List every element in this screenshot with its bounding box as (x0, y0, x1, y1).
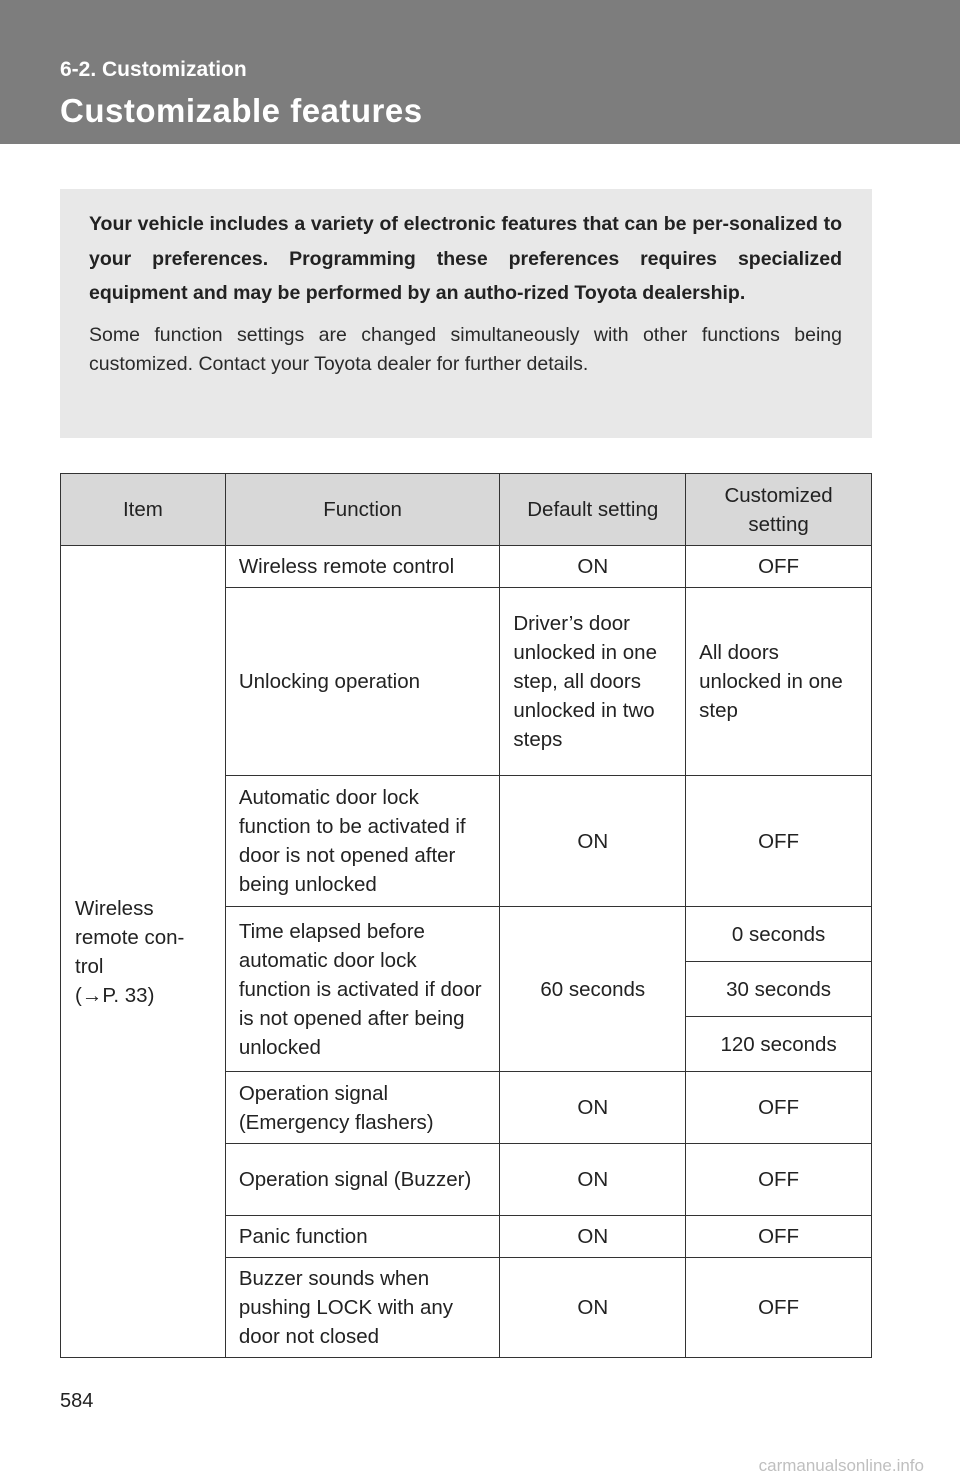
custom-option-cell: 120 seconds (686, 1017, 872, 1072)
reference-page: P. 33 (102, 983, 148, 1007)
header-customized-setting: Customized setting (686, 474, 872, 546)
custom-cell: OFF (686, 1072, 872, 1144)
intro-bold-paragraph: Your vehicle includes a variety of electronic features that can be per-sonalized to your preferences. Programming these preferences requires specialized equipment and may be performed by an autho-rized Toyota dealership. (89, 213, 842, 304)
table-row (61, 546, 872, 588)
item-cell (61, 546, 226, 1358)
page-reference[interactable]: (→P. 33) (75, 983, 155, 1007)
custom-cell: All doors unlocked in one step (686, 588, 872, 776)
section-label: 6-2. Customization (60, 58, 247, 81)
function-cell: Wireless remote control (225, 546, 500, 588)
function-cell: Unlocking operation (225, 588, 500, 776)
default-cell: ON (500, 1258, 686, 1358)
default-cell: ON (500, 546, 686, 588)
function-cell: Operation signal (Buzzer) (225, 1144, 500, 1216)
function-cell: Automatic door lock function to be activated if door is not opened after being unlocked (225, 776, 500, 907)
header-item: Item (61, 474, 226, 546)
default-cell: ON (500, 1216, 686, 1258)
watermark-text[interactable]: carmanualsonline.info (758, 1456, 924, 1475)
custom-cell: OFF (686, 776, 872, 907)
header-function: Function (225, 474, 500, 546)
default-cell: Driver’s door unlocked in one step, all doors unlocked in two steps (500, 588, 686, 776)
reference-arrow-icon: → (81, 983, 103, 1007)
default-cell: ON (500, 1072, 686, 1144)
page-number: 584 (60, 1390, 94, 1412)
function-cell: Operation signal (Emergency flashers) (225, 1072, 500, 1144)
intro-box (60, 189, 872, 438)
function-cell: Buzzer sounds when pushing LOCK with any door not closed (225, 1258, 500, 1358)
item-name: Wireless remote con-trol (75, 896, 185, 978)
header-bar (0, 0, 960, 144)
custom-cell: OFF (686, 1258, 872, 1358)
page-title: Customizable features (60, 92, 423, 129)
custom-option-cell: 0 seconds (686, 907, 872, 962)
default-cell: ON (500, 1144, 686, 1216)
default-cell: ON (500, 776, 686, 907)
header-default-setting: Default setting (500, 474, 686, 546)
custom-option-cell: 30 seconds (686, 962, 872, 1017)
custom-cell: OFF (686, 1216, 872, 1258)
customizable-features-table (60, 473, 872, 1358)
function-cell: Time elapsed before automatic door lock function is activated if door is not opened after being unlocked (225, 907, 500, 1072)
table-header-row (61, 474, 872, 546)
function-cell: Panic function (225, 1216, 500, 1258)
custom-cell: OFF (686, 1144, 872, 1216)
default-cell: 60 seconds (500, 907, 686, 1072)
intro-note-paragraph: Some function settings are changed simultaneously with other functions being customized. Contact your Toyota dealer for further details. (89, 323, 842, 375)
custom-cell: OFF (686, 546, 872, 588)
